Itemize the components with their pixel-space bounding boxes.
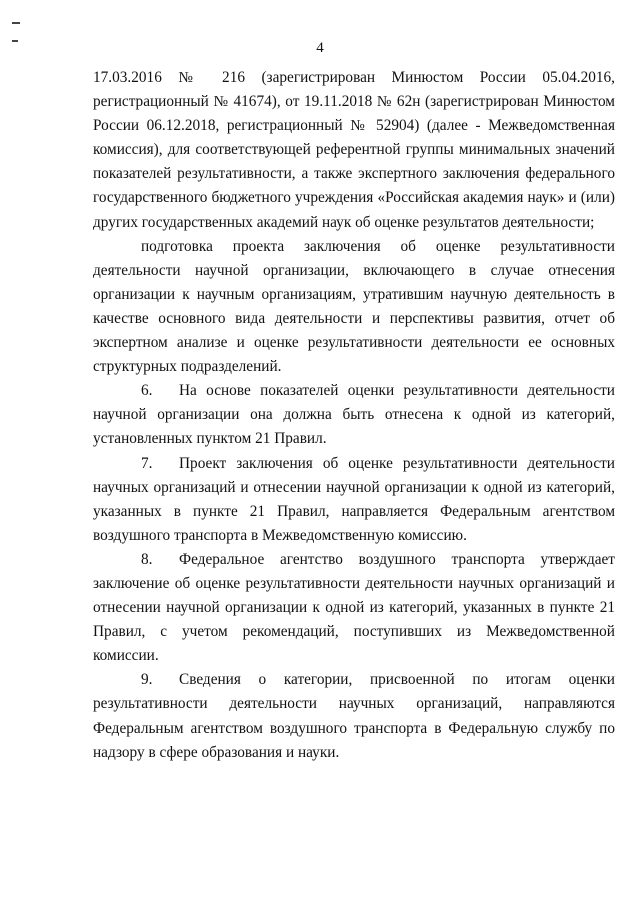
paragraph-text: 17.03.2016 № 216 (зарегистрирован Минюстом России 05.04.2016, регистрационный № 41674), от 19.11.2018 № 62н (зарегистрирован Минюстом России 06.12.2018, регистрационный № 52904) (далее - Межведомственная комиссия), для соответствующей референтной группы минимальных значений показателей результативности, а также экспертного заключения федерального государственного бюджетного учреждения «Российская академия наук» и (или) других государственных академий наук об оценке результатов деятельности; <box>93 69 615 231</box>
paragraph-item-7 <box>93 452 615 548</box>
document-body <box>93 66 615 765</box>
paragraph-text: Сведения о категории, присвоенной по итогам оценки результативности деятельности научных организаций, направляются Федеральным агентством воздушного транспорта в Федеральную службу по надзору в сфере образования и науки. <box>93 671 615 761</box>
scan-artifact-mark <box>12 22 20 24</box>
page-number: 4 <box>316 40 324 56</box>
paragraph-number: 9. <box>141 671 153 689</box>
paragraph-number: 8. <box>141 550 153 568</box>
paragraph-continuation <box>93 66 615 235</box>
paragraph-item-9 <box>93 668 615 764</box>
paragraph-text: подготовка проекта заключения об оценке результативности деятельности научной организации, включающего в случае отнесения организации к научным организациям, утратившим научную деятельность в качестве основного вида деятельности и перспективы развития, отчет об экспертном анализе и оценке результативности деятельности ее основных структурных подразделений. <box>93 237 615 376</box>
paragraph-text: Федеральное агентство воздушного транспорта утверждает заключение об оценке результативности деятельности научных организаций и отнесении научной организации к одной из категорий, указанных в пункте 21 Правил, с учетом рекомендаций, поступивших из Межведомственной комиссии. <box>93 550 615 665</box>
paragraph-text: На основе показателей оценки результативности деятельности научной организации она должна быть отнесена к одной из категорий, установленных пунктом 21 Правил. <box>93 382 615 448</box>
paragraph-item-8 <box>93 548 615 668</box>
paragraph-number: 7. <box>141 454 153 472</box>
paragraph-text: Проект заключения об оценке результативности деятельности научных организаций и отнесении научной организации к одной из категорий, указанных в пункте 21 Правил, направляется Федеральным агентством воздушного транспорта в Межведомственную комиссию. <box>93 454 615 544</box>
paragraph-draft-preparation <box>93 235 615 380</box>
paragraph-number: 6. <box>141 382 153 400</box>
paragraph-item-6 <box>93 379 615 451</box>
